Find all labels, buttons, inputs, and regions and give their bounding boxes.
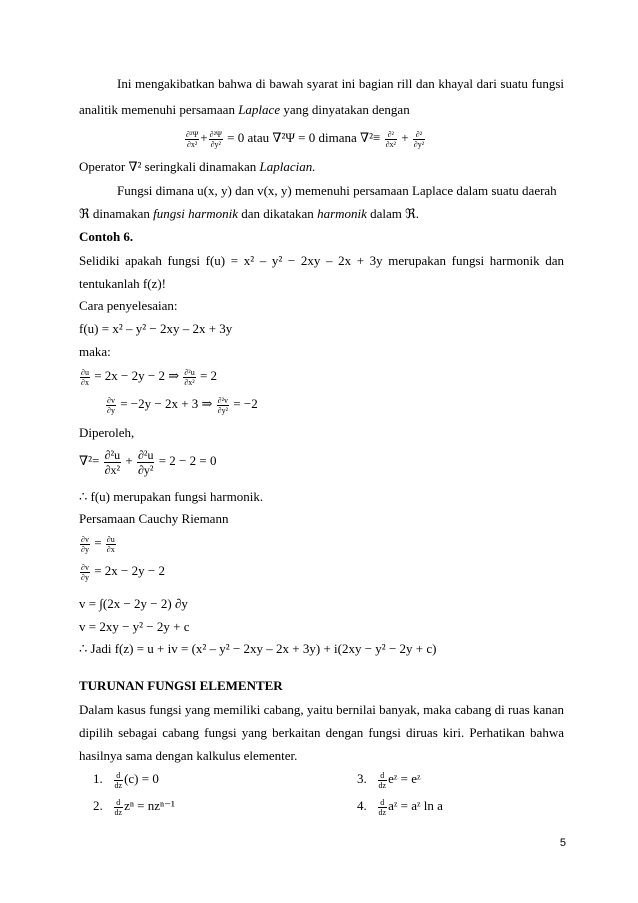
fraction: $\frac{\text{∂²}}{\text{∂x²}}$ — [385, 129, 396, 149]
laplace-term: Laplace — [238, 102, 281, 117]
fraction: $\frac{\text{∂²Ψ}}{\text{∂y²}}$ — [209, 129, 222, 149]
dv-dy-equation: $\frac{\partial v}{\partial y}$ = −2y − 2x + 3 ⇒ $\frac{\text{∂²v}}{\text{∂y²}}$ = −2 — [107, 395, 258, 415]
harmonic-line2: ℜ dinamakan fungsi harmonik dan dikatakan harmonik dalam ℜ. — [79, 206, 420, 221]
rule-3: 3. $\frac{d}{dz}$ eᶻ = eᶻ — [357, 770, 421, 790]
example-line2: tentukanlah f(z)! — [79, 276, 166, 291]
section-line3: hasilnya sama dengan kalkulus elementer. — [79, 748, 298, 763]
para1-text-end: yang dinyatakan dengan — [280, 102, 410, 117]
section-title: TURUNAN FUNGSI ELEMENTER — [79, 678, 283, 693]
maka-label: maka: — [79, 344, 111, 359]
section-line1: Dalam kasus fungsi yang memiliki cabang, yaitu bernilai banyak, maka cabang di ruas kanan — [79, 702, 564, 717]
function-definition: f(u) = x² – y² − 2xy – 2x + 3y — [79, 321, 233, 336]
harmonic-line1: Fungsi dimana u(x, y) dan v(x, y) memenuhi persamaan Laplace dalam suatu daerah — [117, 183, 557, 198]
example-title: Contoh 6. — [79, 229, 134, 244]
fraction: $\frac{\text{∂²Ψ}}{\text{∂x²}}$ — [186, 129, 199, 149]
v-result: v = 2xy − y² − 2y + c — [79, 619, 190, 634]
operator-line: Operator ∇² seringkali dinamakan Laplacian. — [79, 159, 316, 174]
example-line1: Selidiki apakah fungsi f(u) = x² – y² − 2xy – 2x + 3y merupakan fungsi harmonik dan — [79, 253, 564, 268]
v-integral: v = ∫(2x − 2y − 2) ∂y — [79, 596, 188, 611]
laplace-equation: $\frac{\text{∂²Ψ}}{\text{∂x²}}$ + $\frac{\text{∂²Ψ}}{\text{∂y²}}$ = 0 atau ∇²Ψ = 0 dimana ∇²≡ $\frac{\text{∂²}}{\text{∂x²}}$ + $\frac{\text{∂²}}{\text{∂y²}}$ — [186, 129, 425, 149]
cauchy-riemann-equation: $\frac{\partial v}{\partial y}$ = $\frac{\partial u}{\partial x}$ — [81, 534, 115, 554]
rule-4: 4. $\frac{d}{dz}$ aᶻ = aᶻ ln a — [357, 797, 443, 817]
para1-text: analitik memenuhi persamaan — [79, 102, 239, 117]
page-number: 5 — [559, 837, 566, 849]
cauchy-riemann-title: Persamaan Cauchy Riemann — [79, 511, 229, 526]
para1-line1: Ini mengakibatkan bahwa di bawah syarat ini bagian rill dan khayal dari suatu fungsi — [117, 76, 564, 91]
du-dx-equation: $\frac{\partial u}{\partial x}$ = 2x − 2y − 2 ⇒ $\frac{\text{∂²u}}{\text{∂x²}}$ = 2 — [81, 367, 218, 387]
rule-2: 2. $\frac{d}{dz}$ zⁿ = nzⁿ⁻¹ — [93, 797, 175, 817]
diperoleh-label: Diperoleh, — [79, 425, 135, 440]
rule-1: 1. $\frac{d}{dz}$ (c) = 0 — [93, 770, 159, 790]
section-line2: dipilih sebagai cabang fungsi yang berkaitan dengan fungsi diruas kiri. Perhatikan bahwa — [79, 725, 564, 740]
solution-label: Cara penyelesaian: — [79, 298, 178, 313]
final-result: ∴ Jadi f(z) = u + iv = (x² – y² − 2xy – 2x + 3y) + i(2xy − y² − 2y + c) — [79, 641, 437, 656]
dv-dy-substitution: $\frac{\partial v}{\partial y}$ = 2x − 2y − 2 — [81, 562, 165, 582]
harmonic-conclusion: ∴ f(u) merupakan fungsi harmonik. — [79, 489, 264, 504]
para1-line2 — [79, 102, 564, 118]
fraction: $\frac{\text{∂²}}{\text{∂y²}}$ — [413, 129, 425, 149]
laplacian-result: ∇²= $\frac{\text{∂²u}}{\text{∂x²}}$ + $\frac{\text{∂²u}}{\text{∂y²}}$ = 2 − 2 = 0 — [79, 447, 217, 477]
